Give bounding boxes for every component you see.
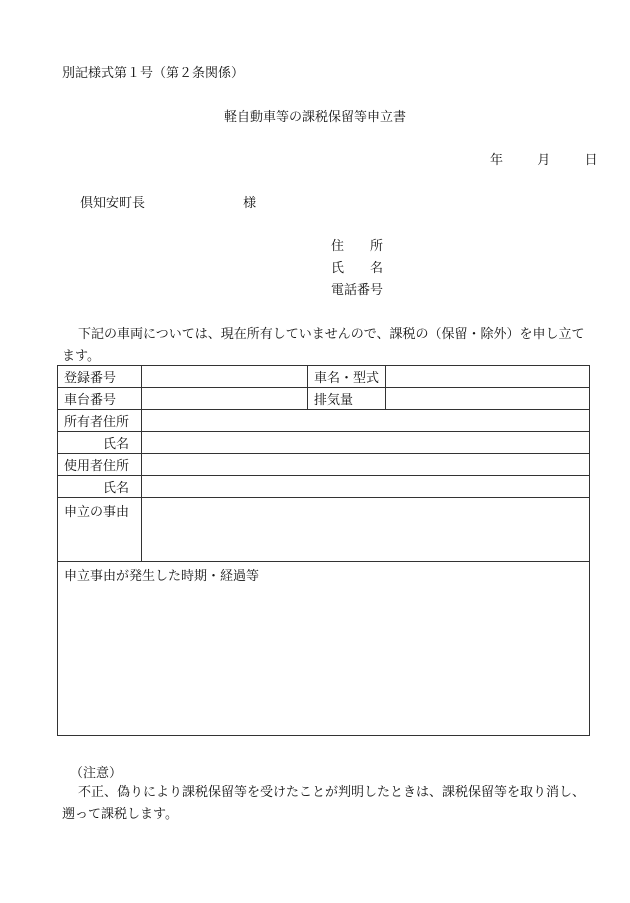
user-name-label: 氏名 xyxy=(58,476,142,498)
applicant-name-label: 氏 名 xyxy=(331,261,384,276)
table-row xyxy=(58,432,590,454)
chassis-number-field[interactable] xyxy=(142,388,308,410)
applicant-address-label: 住 所 xyxy=(331,239,384,254)
table-row xyxy=(58,562,590,736)
chassis-number-label: 車台番号 xyxy=(58,388,142,410)
table-row xyxy=(58,366,590,388)
user-address-label: 使用者住所 xyxy=(58,454,142,476)
reason-label: 申立の事由 xyxy=(58,498,142,562)
form-number-label: 別記様式第１号（第２条関係） xyxy=(62,66,245,81)
owner-address-label: 所有者住所 xyxy=(58,410,142,432)
user-address-field[interactable] xyxy=(142,454,590,476)
table-row xyxy=(58,454,590,476)
statement-text: 下記の車両については、現在所有していませんので、課税の（保留・除外）を申し立てます。 xyxy=(62,327,585,364)
date-year-label: 年 xyxy=(490,153,504,168)
car-model-field[interactable] xyxy=(386,366,590,388)
table-row xyxy=(58,388,590,410)
displacement-label: 排気量 xyxy=(308,388,386,410)
registration-number-field[interactable] xyxy=(142,366,308,388)
owner-address-field[interactable] xyxy=(142,410,590,432)
notes-heading: （注意） xyxy=(70,766,123,781)
notes-text: 不正、偽りにより課税保留等を受けたことが判明したときは、課税保留等を取り消し、遡って課税します。 xyxy=(62,785,586,822)
owner-name-field[interactable] xyxy=(142,432,590,454)
date-month-label: 月 xyxy=(537,153,551,168)
addressee-honorific: 様 xyxy=(243,196,257,211)
timeline-label: 申立事由が発生した時期・経過等 xyxy=(64,569,260,584)
vehicle-info-table xyxy=(57,365,590,736)
owner-name-label: 氏名 xyxy=(58,432,142,454)
registration-number-label: 登録番号 xyxy=(58,366,142,388)
document-title: 軽自動車等の課税保留等申立書 xyxy=(223,110,406,125)
date-line xyxy=(490,154,598,167)
applicant-phone-label: 電話番号 xyxy=(331,283,384,298)
table-row xyxy=(58,476,590,498)
car-model-label: 車名・型式 xyxy=(308,366,386,388)
table-row xyxy=(58,498,590,562)
reason-field[interactable] xyxy=(142,498,590,562)
displacement-field[interactable] xyxy=(386,388,590,410)
timeline-field[interactable] xyxy=(58,562,590,736)
addressee-name: 倶知安町長 xyxy=(80,196,146,211)
table-row xyxy=(58,410,590,432)
user-name-field[interactable] xyxy=(142,476,590,498)
addressee xyxy=(80,197,256,210)
date-day-label: 日 xyxy=(584,153,598,168)
